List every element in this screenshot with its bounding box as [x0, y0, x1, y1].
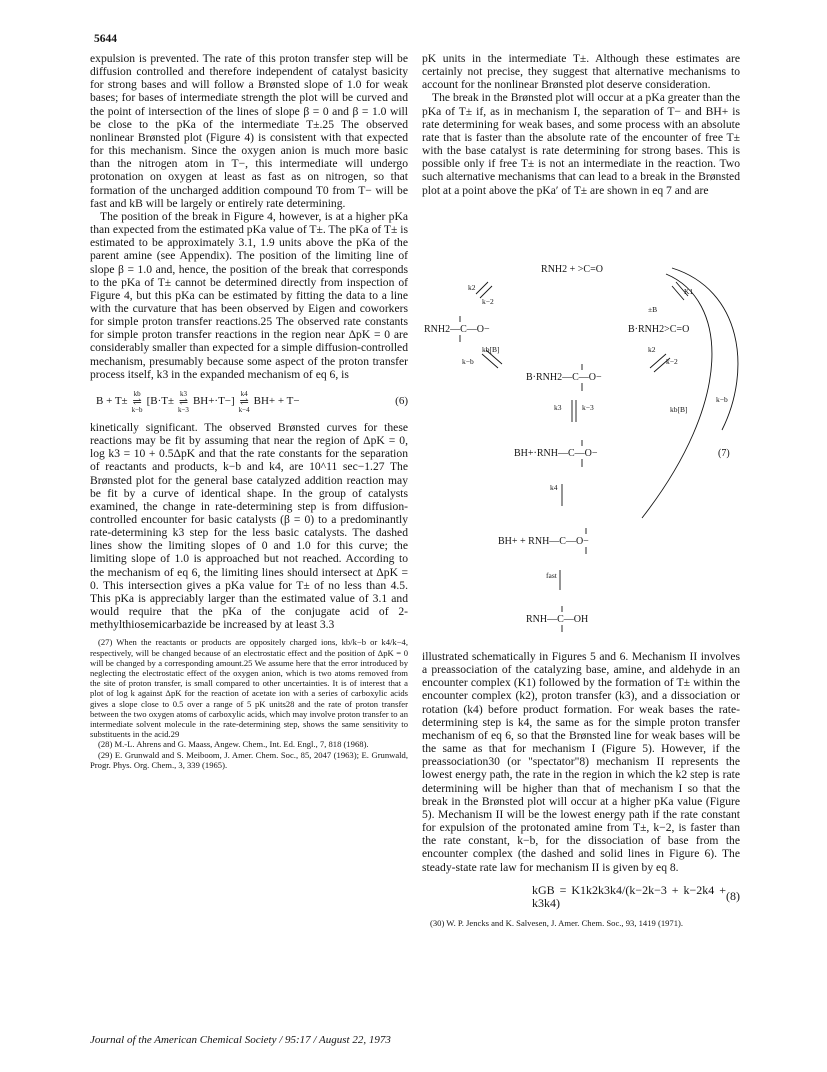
scheme-middle-species: B·RNH2—C—O− — [526, 372, 602, 383]
eq6-k1-top: kb — [133, 389, 141, 398]
scheme-left-species: RNH2—C—O− — [424, 324, 490, 335]
right-column-bottom — [422, 650, 740, 928]
footnote-27: (27) When the reactants or products are oppositely charged ions, kb/k−b or k4/k−4, respectively, will be changed because of an electrostatic effect and the position of ΔpK = 0 will be changed by a corresponding amount.25 We assume here that the error introduced by neglecting the electrostatic effect of the oxygen anion, which is two atoms removed from the site of proton transfer, is small compared to other uncertainties. It is of interest that a plot of log k against ΔpK for the reaction of acetate ion with a series of carboxylic acids gives a slope close to 0.5 over a range of 5 pK units28 and the rate of proton transfer between the two oxygen atoms of carboxylic acids, which may involve proton transfer to an intermediate solvent molecule in the rate-determining step, shows the same sensitivity to substituents in the acid.29 — [90, 637, 408, 740]
footnotes-right — [422, 918, 740, 928]
left-paragraph-2: The position of the break in Figure 4, however, is at a higher pKa than expected from the estimated pKa value of T±. The pKa of T± is estimated to be approximately 3.1, 1.9 units above the pKa of the parent amine (see Appendix). The position of the limiting line of slope β = 1.0 and, hence, the position of the break that corresponds to the pKa of T± cannot be determined directly from inspection of Figure 4, but this pKa can be estimated by fitting the data to a line with the curvature that has been observed by Eigen and coworkers for simple proton transfer reactions.25 The observed rate constants for simple proton transfer reactions in the region near ΔpK = 0 are considerably smaller than expected for a simple diffusion-controlled mechanism, presumably because some aspect of the proton transfer process itself, k3 in the expanded mechanism of eq 6, is — [90, 209, 408, 381]
scheme-K1-label: K1 — [684, 287, 694, 296]
scheme-km3-label: k−3 — [582, 403, 594, 412]
footnote-28: (28) M.-L. Ahrens and G. Maass, Angew. Chem., Int. Ed. Engl., 7, 818 (1968). — [98, 739, 369, 750]
eq6-k3-bottom: k−4 — [238, 405, 250, 414]
eq8-number: (8) — [726, 889, 740, 904]
left-paragraph-3: kinetically significant. The observed Brønsted curves for these reactions may be fit by assuming that near the region of ΔpK = 0, log k3 = 10 + 0.5ΔpK and that the rate constants for the separation of reactants and products, k−b and k4, are 10^11 sec−1.27 The Brønsted plot for the general base catalyzed addition reaction may be fit by a curve of identical shape. In the group of catalysts examined, the change in rate-determining step is from diffusion-controlled encounter for basic catalysts (β = 0) to a predominantly rate-determining k3 step for the less basic catalysts. The dashed lines show the limiting slopes of 0 and 1.0 for this curve; the limiting slope of 1.0 is approached but not reached. According to the mechanism of eq 6, the limiting lines should intersect at ΔpK = 0. This intersection gives a pKa value for T± of no less than 4.5. This pKa is appreciably larger than the estimated value of 3.1 and would require that the pKa of the conjugate acid of 2-methylthiosemicarbazide be increased by at least 3.3 — [90, 420, 408, 632]
scheme-product-1: BH+ + RNH—C—O− — [498, 536, 589, 547]
right-paragraph-1: pK units in the intermediate T±. Although these estimates are certainly not precise, they suggest that alternative mechanisms to account for the nonlinear Brønsted plot deserve consideration. — [422, 52, 740, 92]
scheme-kb-arc: kb[B] — [670, 405, 688, 414]
scheme-km2-right: k−2 — [666, 357, 678, 366]
eq6-arrow-1: kb ⇌ k−b — [131, 389, 143, 414]
scheme-eq-number: (7) — [718, 448, 730, 459]
eq6-term-4: BH+ + T− — [253, 395, 300, 408]
footnotes — [90, 637, 408, 770]
right-paragraph-3: illustrated schematically in Figures 5 and 6. Mechanism II involves a preassociation of the catalyzing base, amine, and aldehyde in an encounter complex (K1) followed by the formation of T± within the encounter complex (k2), proton transfer (k3), and a dissociation or rotation (k4) before product formation. For weak bases the rate-determining step is k4, the same as for the simple proton transfer mechanism of eq 6, so that the Brønsted line for weak bases will be the same as that for mechanism I (Figure 5). However, if the preassociation30 (or "spectator"8) mechanism II represents the lowest energy path, the rate in the region in which the k2 step is rate determining will be higher than that of mechanism I so that the break in the Brønsted plot will occur at a higher pKa value (Figure 5). Mechanism II will be the lowest energy path if the rate constant for expulsion of the protonated amine from T±, k−2, is faster than the rate constant, k−b, for the dissociation of base from the encounter complex (the dashed and solid lines in Figure 6). The steady-state rate law for mechanism II is given by eq 8. — [422, 650, 740, 874]
eq6-number: (6) — [395, 395, 408, 408]
eq6-term-3: BH+·T−] — [192, 395, 235, 408]
scheme-product-2: RNH—C—OH — [526, 614, 589, 625]
eq6-arrow-3: k4 ⇌ k−4 — [238, 389, 250, 414]
footnote-30: (30) W. P. Jencks and K. Salvesen, J. Amer. Chem. Soc., 93, 1419 (1971). — [430, 917, 684, 928]
equation-8 — [532, 884, 740, 910]
scheme-k3-label: k3 — [554, 403, 562, 412]
scheme-bh-species: BH+·RNH—C—O− — [514, 448, 598, 459]
journal-footer: Journal of the American Chemical Society / 95:17 / August 22, 1973 — [90, 1034, 391, 1046]
scheme-km2-label: k−2 — [482, 297, 494, 306]
left-paragraph-1: expulsion is prevented. The rate of this proton transfer step will be diffusion controlled and therefore independent of catalyst basicity for strong bases and will follow a Brønsted slope of 1.0 for weak bases; for bases of intermediate strength the plot will be curved and the point of intersection of the lines of slope β = 0 and β = 1.0 will be close to the pKa of the intermediate T±.25 The observed nonlinear Brønsted plot (Figure 4) is consistent with that expected for this mechanism. Since the oxygen anion is much more basic than the nitrogen atom in T−, this intermediate will undergo protonation on oxygen at least as fast as on nitrogen, so that formation of the uncharged addition compound T0 from T− will be fast and kB will be largely or entirely rate determining. — [90, 52, 408, 210]
right-column-top — [422, 52, 740, 197]
scheme-plus-b-right: ±B — [648, 305, 658, 314]
scheme-k2-right: k2 — [648, 345, 656, 354]
eq6-k2-top: k3 — [179, 389, 187, 398]
scheme-top: RNH2 + >C=O — [541, 264, 603, 275]
scheme-kmb-arc: k−b — [716, 395, 728, 404]
scheme-kmb-left: k−b — [462, 357, 474, 366]
scheme-k2-label: k2 — [468, 283, 476, 292]
eq8-text: kGB = K1k2k3k4/(k−2k−3 + k−2k4 + k3k4) — [532, 882, 726, 910]
scheme-kb-left: kb[B] — [482, 345, 500, 354]
eq6-term-1: B + T± — [96, 395, 128, 408]
equation-6 — [94, 387, 408, 417]
page-number: 5644 — [94, 33, 117, 45]
eq6-term-2: [B·T± — [146, 395, 174, 408]
eq6-k2-bottom: k−3 — [177, 405, 189, 414]
scheme-fast-label: fast — [546, 571, 557, 580]
right-paragraph-2: The break in the Brønsted plot will occur at a pKa greater than the pKa of T± if, as in mechanism I, the separation of T− and BH+ is rate determining for weak bases, and some process with an absolute rate that is faster than the absolute rate of the encounter of free T± with the base catalyst is rate determining for strong bases. This is possible only if free T± is not an intermediate in the reaction. Two such alternative mechanisms that can lead to a break in the Brønsted plot at a point above the pKa′ of T± are shown in eq 7 and are — [422, 91, 740, 197]
reaction-scheme-7 — [422, 260, 740, 640]
eq6-arrow-2: k3 ⇌ k−3 — [177, 389, 189, 414]
left-column — [90, 52, 408, 770]
scheme-k4-label: k4 — [550, 483, 558, 492]
eq6-k3-top: k4 — [240, 389, 248, 398]
footnote-29: (29) E. Grunwald and S. Meiboom, J. Amer. Chem. Soc., 85, 2047 (1963); E. Grunwald, Progr. Phys. Org. Chem., 3, 339 (1965). — [90, 749, 408, 770]
eq6-k1-bottom: k−b — [131, 405, 143, 414]
scheme-right-species: B·RNH2>C=O — [628, 324, 690, 335]
